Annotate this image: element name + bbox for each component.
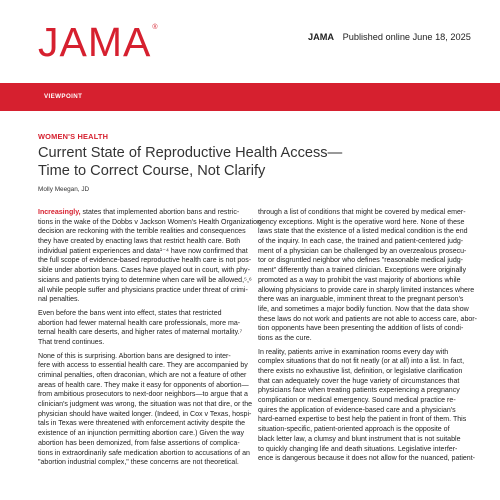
body-text: "abortion industrial complex," these concerns are not theoretical. [38, 459, 239, 467]
body-text-line [38, 390, 260, 400]
title-line: Current State of Reproductive Health Access— [38, 145, 343, 161]
body-text: areas of health care. They make it easy for opponents of abortion— [38, 381, 249, 389]
publication-line [308, 32, 471, 42]
published-date: Published online June 18, 2025 [342, 32, 471, 42]
body-text-line [258, 218, 480, 228]
body-text-line [38, 328, 260, 338]
body-text: ternal health care deserts, and higher rates of maternal mortality.⁷ [38, 329, 243, 337]
body-text-line [38, 400, 260, 410]
body-text: promoted as a way to prohibit the vast majority of abortions while [258, 276, 461, 284]
body-text-line [258, 315, 480, 325]
body-text-line [38, 361, 260, 371]
body-text: sible under abortion bans. Cases have played out in court, with phy- [38, 267, 250, 275]
jama-logo[interactable] [38, 19, 158, 65]
body-text: ence is dangerous because it does not allow for the nuanced, patient- [258, 455, 476, 463]
journal-name: JAMA [308, 32, 335, 42]
body-text-line [38, 286, 260, 296]
body-text-line [258, 286, 480, 296]
body-text: fere with access to essential health care. They are accompanied by [38, 362, 248, 370]
body-text: ment of a physician can be challenged by an overzealous prosecu- [258, 247, 467, 255]
body-text: tions in extraordinarily safe medication abortion to accusations of an [38, 449, 250, 457]
article-title [38, 144, 478, 180]
body-text-line [258, 208, 480, 218]
body-text-line [258, 425, 480, 435]
body-text-line [38, 266, 260, 276]
body-text: to quickly changing life and death situations. Legislative interfer- [258, 445, 458, 453]
body-text: clinician's judgment was wrong, the situation was not that dire, or the [38, 401, 253, 409]
section-label: WOMEN'S HEALTH [38, 132, 109, 141]
body-text-line [258, 324, 480, 334]
body-text: that can adequately cover the huge variety of circumstances that [258, 377, 460, 385]
body-text: from ambitious prosecutors to next-door neighbors—to argue that a [38, 391, 248, 399]
body-text: abortion has been demonized, from false assertions of complica- [38, 439, 240, 447]
body-text: sicians and patients trying to determine when care will be allowed,⁵,⁶ [38, 276, 252, 284]
body-text-line [258, 435, 480, 445]
body-text: they have created by enacting laws that restrict health care. Both [38, 238, 241, 246]
body-text-line [38, 338, 260, 348]
title-line: Time to Correct Course, Not Clarify [38, 163, 266, 179]
body-text-line [38, 208, 260, 218]
body-text: all while people suffer and physicians practice under threat of crimi- [38, 286, 248, 294]
body-text-line [38, 352, 260, 362]
body-text-line [38, 381, 260, 391]
body-text: situation-specific, patient-oriented approach is the opposite of [258, 426, 450, 434]
body-text: tions as the cure. [258, 334, 312, 342]
body-text: physicians face when treating patients experiencing a pregnancy [258, 387, 460, 395]
body-text: abortion had fewer maternal health care professionals, more ma- [38, 319, 241, 327]
body-text-line [258, 266, 480, 276]
body-text: states that implemented abortion bans and restric- [80, 209, 240, 216]
body-text: In reality, patients arrive in examination rooms every day with [258, 348, 449, 356]
lead-word: Increasingly, [38, 209, 81, 216]
body-text: criminal penalties, often draconian, which are not a feature of other [38, 372, 247, 379]
body-text-line [38, 439, 260, 449]
body-text: complex situations that do not fit neatly (or at all) into a list. In fact, [258, 358, 465, 366]
body-text: physician should have waited longer. (Indeed, in Cox v Texas, hospi- [38, 410, 252, 418]
body-text-line [258, 445, 480, 455]
body-text-line [258, 237, 480, 247]
body-text: tor or disgruntled neighbor who defines "reasonable medical judg- [258, 257, 464, 265]
body-text: these laws do not work and patients are not able to access care, abor- [258, 315, 477, 323]
body-text-line [258, 276, 480, 286]
body-text-line [258, 305, 480, 315]
body-text-line [258, 334, 480, 344]
body-text-line [258, 227, 480, 237]
body-text-line [38, 410, 260, 420]
body-text: tions in the wake of the Dobbs v Jackson Women's Health Organization [38, 218, 261, 226]
body-text: ment" differently than a trained clinician. Exceptions were originally [258, 267, 467, 275]
body-text: tion opponents have been presenting the addition of lists of condi- [258, 325, 464, 333]
body-text-line [258, 367, 480, 377]
body-text-line [258, 406, 480, 416]
body-text-line [258, 295, 480, 305]
body-text-line [38, 419, 260, 429]
body-text: nal penalties. [38, 296, 80, 304]
body-text-line [38, 247, 260, 257]
body-text: quires the application of evidence-based care and a physician's [258, 406, 456, 414]
body-text: allowing physicians to provide care in sharply limited instances where [258, 286, 475, 294]
article-type-label: VIEWPOINT [44, 93, 83, 100]
body-text: Even before the bans went into effect, states that restricted [38, 309, 222, 317]
body-text-line [258, 357, 480, 367]
body-column-right [258, 208, 480, 464]
body-text-line [258, 454, 480, 464]
body-text: hard-earned expertise to best help the patient in front of them. This [258, 416, 467, 424]
body-text-line [258, 386, 480, 396]
body-text-line [258, 247, 480, 257]
body-text: life, and sometimes a major bodily function. Now that the data show [258, 305, 469, 313]
body-text-line [38, 256, 260, 266]
body-text-line [38, 449, 260, 459]
body-text: laws state that the existence of a listed medical condition is the end [258, 228, 468, 236]
body-text-line [258, 348, 480, 358]
body-text-line [38, 218, 260, 228]
body-text: there was an inarguable, imminent threat to the pregnant person's [258, 296, 464, 304]
body-text: through a list of conditions that might be covered by medical emer- [258, 209, 466, 216]
body-text: decision are reckoning with the terrible realities and consequences [38, 228, 246, 236]
body-text: black letter law, a clumsy and blunt instrument that is not suitable [258, 435, 461, 443]
body-text: individual patient experiences and data¹⁻⁴ have now confirmed that [38, 247, 248, 255]
body-text-line [38, 295, 260, 305]
body-text: the full scope of evidence-based reproductive health care is not pos- [38, 257, 252, 265]
body-text-line [38, 371, 260, 381]
body-text: there exists no exhaustive list, definition, or legislative clarification [258, 368, 463, 375]
body-column-left [38, 208, 260, 468]
body-text-line [258, 415, 480, 425]
body-text: None of this is surprising. Abortion bans are designed to inter- [38, 352, 231, 360]
body-text: That trend continues. [38, 338, 105, 346]
body-text: existence of an injunction permitting abortion care.) Given the way [38, 430, 245, 438]
body-text-line [38, 237, 260, 247]
author-byline: Molly Meegan, JD [38, 186, 90, 193]
body-text: gency exceptions. Might is the operative word here. None of these [258, 218, 465, 226]
viewpoint-banner [0, 83, 500, 111]
body-text-line [38, 227, 260, 237]
body-text-line [38, 309, 260, 319]
body-text-line [258, 256, 480, 266]
body-text: of the inquiry. In each case, the trained and patient-centered judg- [258, 238, 464, 246]
body-text: tals in Texas were threatened with enforcement activity despite the [38, 420, 246, 428]
logo-wordmark: JAMA [38, 19, 152, 65]
body-text-line [258, 396, 480, 406]
body-text-line [38, 276, 260, 286]
body-text-line [38, 429, 260, 439]
registered-mark: ® [152, 24, 158, 31]
body-text-line [38, 458, 260, 468]
body-text: complication or medical emergency. Sound medical practice re- [258, 397, 456, 405]
body-text-line [38, 319, 260, 329]
body-text-line [258, 377, 480, 387]
